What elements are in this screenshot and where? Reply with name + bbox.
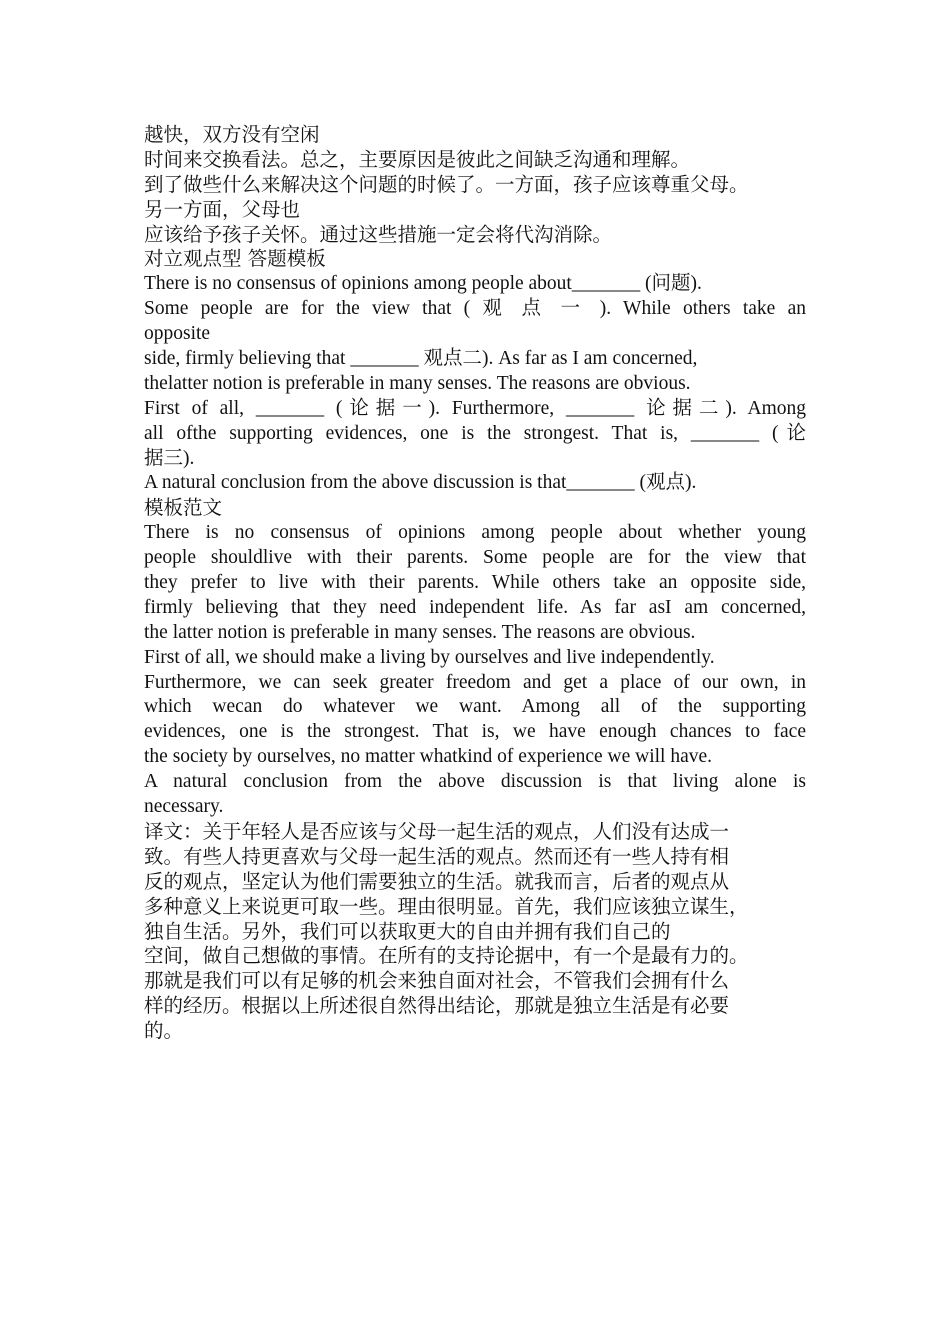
text-line: 译文：关于年轻人是否应该与父母一起生活的观点，人们没有达成一 bbox=[144, 819, 730, 843]
text-line: the society by ourselves, no matter whatkind of experience we will have. bbox=[144, 746, 713, 768]
text-line: necessary. bbox=[144, 796, 224, 818]
text-line: all ofthe supporting evidences, one is the strongest. That is, _______ (论 bbox=[144, 422, 806, 444]
text-line: 致。有些人持更喜欢与父母一起生活的观点。然而还有一些人持有相 bbox=[144, 844, 730, 868]
text-line: Furthermore, we can seek greater freedom and get a place of our own, in bbox=[144, 671, 806, 693]
text-line: 据三). bbox=[144, 447, 195, 469]
text-line: 那就是我们可以有足够的机会来独自面对社会，不管我们会拥有什么 bbox=[144, 969, 730, 993]
text-line: There is no consensus of opinions among people about whether young bbox=[144, 522, 806, 544]
text-line: Some people are for the view that ( 观 点 一 ). While others take an bbox=[144, 298, 806, 320]
text-line: people shouldlive with their parents. Some people are for the view that bbox=[144, 547, 806, 569]
text-line: 应该给予孩子关怀。通过这些措施一定会将代沟消除。 bbox=[144, 222, 613, 246]
text-line: firmly believing that they need independent life. As far asI am concerned, bbox=[144, 596, 806, 618]
text-line: side, firmly believing that _______ 观点二). As far as I am concerned, bbox=[144, 348, 698, 370]
text-line: A natural conclusion from the above discussion is that living alone is bbox=[144, 771, 806, 793]
text-line: 到了做些什么来解决这个问题的时候了。一方面，孩子应该尊重父母。 bbox=[144, 172, 749, 196]
text-line: which wecan do whatever we want. Among all of the supporting bbox=[144, 696, 806, 718]
text-line: First of all, _______ (论据一). Furthermore, _______ 论据二). Among bbox=[144, 397, 806, 419]
text-line: 多种意义上来说更可取一些。理由很明显。首先，我们应该独立谋生， bbox=[144, 894, 749, 918]
section-heading: 模板范文 bbox=[144, 496, 223, 520]
text-line: First of all, we should make a living by ourselves and live independently. bbox=[144, 646, 715, 668]
text-line: thelatter notion is preferable in many senses. The reasons are obvious. bbox=[144, 372, 691, 394]
text-line: opposite bbox=[144, 323, 211, 345]
text-line: 独自生活。另外，我们可以获取更大的自由并拥有我们自己的 bbox=[144, 919, 671, 943]
text-line: 越快，双方没有空闲 bbox=[144, 123, 320, 146]
text-line: 反的观点，坚定认为他们需要独立的生活。就我而言，后者的观点从 bbox=[144, 869, 730, 893]
text-line: 时间来交换看法。总之，主要原因是彼此之间缺乏沟通和理解。 bbox=[144, 147, 691, 171]
text-line: 样的经历。根据以上所述很自然得出结论，那就是独立生活是有必要 bbox=[144, 994, 730, 1018]
text-line: the latter notion is preferable in many senses. The reasons are obvious. bbox=[144, 621, 696, 643]
text-line: 另一方面，父母也 bbox=[144, 197, 301, 221]
text-line: A natural conclusion from the above discussion is that_______ (观点). bbox=[144, 472, 697, 494]
text-line: 空间，做自己想做的事情。在所有的支持论据中，有一个是最有力的。 bbox=[144, 944, 749, 968]
text-line: they prefer to live with their parents. While others take an opposite side, bbox=[144, 572, 806, 594]
text-line: There is no consensus of opinions among people about_______ (问题). bbox=[144, 273, 702, 295]
section-heading: 对立观点型 答题模板 bbox=[144, 247, 326, 271]
text-line: evidences, one is the strongest. That is, we have enough chances to face bbox=[144, 721, 806, 743]
text-line: 的。 bbox=[144, 1019, 184, 1043]
document-body bbox=[144, 123, 806, 1044]
